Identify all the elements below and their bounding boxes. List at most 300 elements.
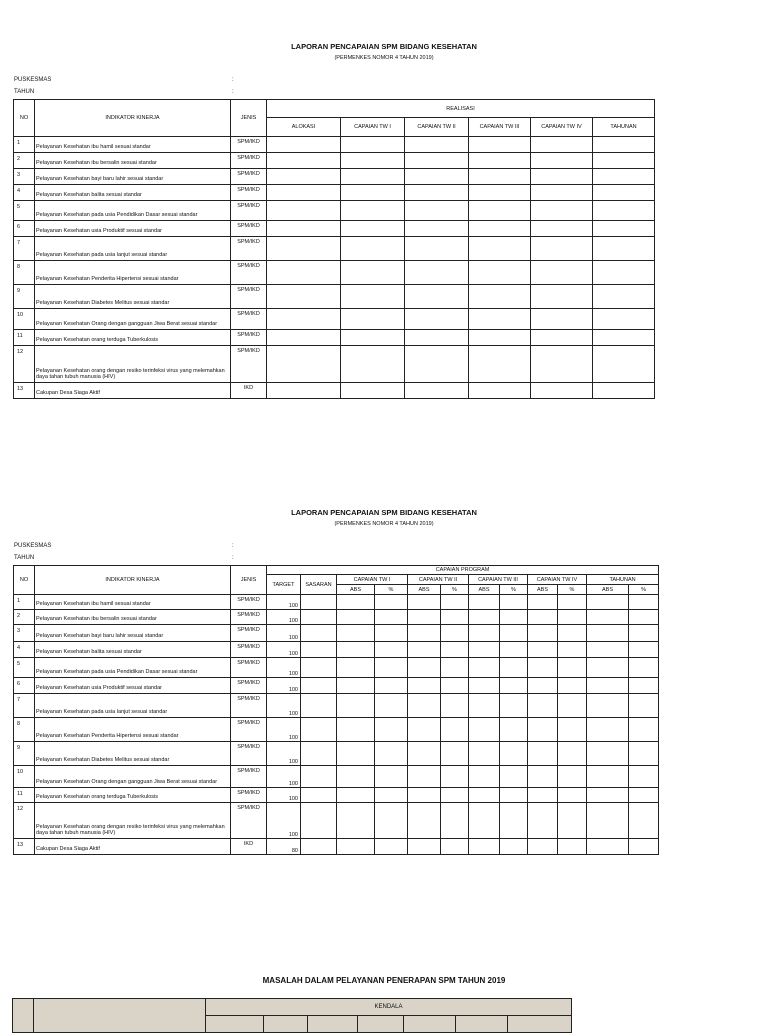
data-cell[interactable] — [500, 642, 528, 658]
data-cell[interactable] — [441, 766, 469, 788]
row-indikator: Pelayanan Kesehatan orang terduga Tuberkulosis — [35, 330, 231, 346]
data-cell[interactable] — [558, 678, 587, 694]
report3-kendala-cell — [264, 1016, 308, 1033]
table-row — [14, 201, 655, 221]
data-cell[interactable] — [558, 742, 587, 766]
data-cell[interactable] — [629, 678, 659, 694]
data-cell[interactable] — [408, 839, 441, 855]
row-indikator: Pelayanan Kesehatan usia Produktif sesuai standar — [35, 221, 231, 237]
data-cell[interactable] — [528, 694, 558, 718]
data-cell[interactable] — [301, 718, 337, 742]
row-no: 6 — [14, 678, 35, 694]
data-cell[interactable] — [441, 625, 469, 642]
data-cell[interactable] — [500, 694, 528, 718]
data-cell[interactable] — [405, 201, 469, 221]
data-cell[interactable] — [531, 330, 593, 346]
data-cell[interactable] — [375, 694, 408, 718]
data-cell[interactable] — [469, 694, 500, 718]
data-cell[interactable] — [629, 718, 659, 742]
data-cell[interactable] — [587, 839, 629, 855]
data-cell[interactable] — [558, 839, 587, 855]
data-cell[interactable] — [593, 185, 655, 201]
data-cell[interactable] — [500, 839, 528, 855]
row-target: 100 — [267, 642, 301, 658]
data-cell[interactable] — [469, 742, 500, 766]
table-row — [14, 803, 659, 839]
data-cell[interactable] — [405, 285, 469, 309]
row-indikator: Pelayanan Kesehatan bayi baru lahir sesuai standar — [35, 625, 231, 642]
data-cell[interactable] — [441, 788, 469, 803]
data-cell[interactable] — [441, 595, 469, 610]
row-no: 5 — [14, 658, 35, 678]
row-indikator: Pelayanan Kesehatan pada usia Pendidikan Dasar sesuai standar — [35, 201, 231, 221]
row-jenis: SPM/IKD — [231, 642, 267, 658]
data-cell[interactable] — [469, 383, 531, 399]
data-cell[interactable] — [587, 742, 629, 766]
table-row — [14, 237, 655, 261]
report3-kendala-cell — [508, 1016, 572, 1033]
data-cell[interactable] — [558, 625, 587, 642]
col-sasaran: SASARAN — [301, 575, 337, 595]
col-tahunan: TAHUNAN — [587, 575, 659, 585]
data-cell[interactable] — [301, 610, 337, 625]
data-cell[interactable] — [587, 642, 629, 658]
data-cell[interactable] — [405, 261, 469, 285]
row-jenis: SPM/IKD — [231, 718, 267, 742]
data-cell[interactable] — [469, 237, 531, 261]
data-cell[interactable] — [405, 137, 469, 153]
data-cell[interactable] — [469, 221, 531, 237]
data-cell[interactable] — [500, 718, 528, 742]
data-cell[interactable] — [301, 642, 337, 658]
row-jenis: SPM/IKD — [231, 169, 267, 185]
data-cell[interactable] — [341, 285, 405, 309]
data-cell[interactable] — [375, 610, 408, 625]
data-cell[interactable] — [405, 309, 469, 330]
data-cell[interactable] — [593, 221, 655, 237]
data-cell[interactable] — [337, 694, 375, 718]
data-cell[interactable] — [408, 658, 441, 678]
data-cell[interactable] — [408, 718, 441, 742]
data-cell[interactable] — [500, 788, 528, 803]
row-target: 100 — [267, 718, 301, 742]
row-target: 100 — [267, 678, 301, 694]
data-cell[interactable] — [587, 766, 629, 788]
row-no: 12 — [14, 346, 35, 383]
data-cell[interactable] — [528, 610, 558, 625]
data-cell[interactable] — [469, 642, 500, 658]
row-indikator: Pelayanan Kesehatan ibu bersalin sesuai standar — [35, 610, 231, 625]
data-cell[interactable] — [441, 742, 469, 766]
data-cell[interactable] — [469, 346, 531, 383]
data-cell[interactable] — [267, 185, 341, 201]
data-cell[interactable] — [408, 742, 441, 766]
data-cell[interactable] — [469, 309, 531, 330]
data-cell[interactable] — [337, 718, 375, 742]
data-cell[interactable] — [469, 718, 500, 742]
data-cell[interactable] — [629, 610, 659, 625]
data-cell[interactable] — [593, 261, 655, 285]
data-cell[interactable] — [587, 718, 629, 742]
data-cell[interactable] — [629, 595, 659, 610]
data-cell[interactable] — [629, 766, 659, 788]
data-cell[interactable] — [469, 137, 531, 153]
data-cell[interactable] — [593, 285, 655, 309]
row-jenis: SPM/IKD — [231, 742, 267, 766]
data-cell[interactable] — [469, 839, 500, 855]
data-cell[interactable] — [528, 718, 558, 742]
row-indikator: Pelayanan Kesehatan ibu hamil sesuai standar — [35, 137, 231, 153]
row-jenis: SPM/IKD — [231, 261, 267, 285]
data-cell[interactable] — [341, 137, 405, 153]
table-row — [14, 261, 655, 285]
data-cell[interactable] — [267, 169, 341, 185]
row-no: 4 — [14, 185, 35, 201]
data-cell[interactable] — [528, 642, 558, 658]
row-jenis: SPM/IKD — [231, 185, 267, 201]
data-cell[interactable] — [408, 642, 441, 658]
data-cell[interactable] — [469, 766, 500, 788]
table-row — [14, 642, 659, 658]
data-cell[interactable] — [375, 658, 408, 678]
data-cell[interactable] — [301, 766, 337, 788]
data-cell[interactable] — [441, 642, 469, 658]
data-cell[interactable] — [593, 169, 655, 185]
data-cell[interactable] — [629, 694, 659, 718]
data-cell[interactable] — [531, 201, 593, 221]
report2-tahun-row — [14, 555, 234, 561]
data-cell[interactable] — [267, 285, 341, 309]
row-target: 100 — [267, 694, 301, 718]
col-tw1: CAPAIAN TW I — [337, 575, 408, 585]
data-cell[interactable] — [593, 383, 655, 399]
table-row — [14, 694, 659, 718]
data-cell[interactable] — [629, 742, 659, 766]
row-no: 2 — [14, 610, 35, 625]
data-cell[interactable] — [469, 261, 531, 285]
row-jenis: SPM/IKD — [231, 137, 267, 153]
data-cell[interactable] — [531, 309, 593, 330]
data-cell[interactable] — [405, 237, 469, 261]
row-jenis: SPM/IKD — [231, 201, 267, 221]
data-cell[interactable] — [337, 803, 375, 839]
data-cell[interactable] — [587, 610, 629, 625]
row-no: 10 — [14, 766, 35, 788]
data-cell[interactable] — [337, 788, 375, 803]
table-row — [14, 330, 655, 346]
report1-title: LAPORAN PENCAPAIAN SPM BIDANG KESEHATAN — [291, 42, 477, 51]
row-target: 100 — [267, 788, 301, 803]
data-cell[interactable] — [337, 658, 375, 678]
row-no: 7 — [14, 237, 35, 261]
data-cell[interactable] — [500, 658, 528, 678]
data-cell[interactable] — [500, 625, 528, 642]
data-cell[interactable] — [629, 788, 659, 803]
row-jenis: SPM/IKD — [231, 803, 267, 839]
data-cell[interactable] — [337, 839, 375, 855]
data-cell[interactable] — [629, 803, 659, 839]
row-no: 7 — [14, 694, 35, 718]
data-cell[interactable] — [629, 642, 659, 658]
data-cell[interactable] — [301, 625, 337, 642]
data-cell[interactable] — [441, 803, 469, 839]
row-no: 10 — [14, 309, 35, 330]
row-no: 12 — [14, 803, 35, 839]
data-cell[interactable] — [441, 678, 469, 694]
row-no: 13 — [14, 383, 35, 399]
data-cell[interactable] — [469, 803, 500, 839]
data-cell[interactable] — [531, 185, 593, 201]
data-cell[interactable] — [341, 221, 405, 237]
data-cell[interactable] — [408, 694, 441, 718]
data-cell[interactable] — [267, 137, 341, 153]
data-cell[interactable] — [301, 658, 337, 678]
puskesmas-label: PUSKESMAS — [14, 77, 52, 83]
data-cell[interactable] — [593, 346, 655, 383]
data-cell[interactable] — [301, 839, 337, 855]
data-cell[interactable] — [558, 595, 587, 610]
data-cell[interactable] — [301, 742, 337, 766]
data-cell[interactable] — [341, 383, 405, 399]
data-cell[interactable] — [341, 201, 405, 221]
tahun-colon: : — [232, 89, 234, 95]
data-cell[interactable] — [341, 261, 405, 285]
col-tw3: CAPAIAN TW III — [469, 575, 528, 585]
data-cell[interactable] — [500, 742, 528, 766]
data-cell[interactable] — [587, 678, 629, 694]
data-cell[interactable] — [587, 658, 629, 678]
data-cell[interactable] — [528, 625, 558, 642]
data-cell[interactable] — [531, 346, 593, 383]
data-cell[interactable] — [558, 694, 587, 718]
row-jenis: SPM/IKD — [231, 237, 267, 261]
data-cell[interactable] — [528, 595, 558, 610]
data-cell[interactable] — [593, 330, 655, 346]
data-cell[interactable] — [405, 185, 469, 201]
data-cell[interactable] — [341, 169, 405, 185]
data-cell[interactable] — [301, 694, 337, 718]
data-cell[interactable] — [528, 658, 558, 678]
data-cell[interactable] — [587, 625, 629, 642]
data-cell[interactable] — [531, 221, 593, 237]
table-row — [14, 595, 659, 610]
row-indikator: Pelayanan Kesehatan Orang dengan gangguan Jiwa Berat sesuai standar — [35, 309, 231, 330]
data-cell[interactable] — [267, 330, 341, 346]
data-cell[interactable] — [469, 658, 500, 678]
data-cell[interactable] — [375, 788, 408, 803]
data-cell[interactable] — [441, 718, 469, 742]
data-cell[interactable] — [531, 383, 593, 399]
col-alokasi: ALOKASI — [267, 118, 341, 137]
report3-indikator-cell — [34, 999, 206, 1033]
col-abs: ABS — [408, 585, 441, 595]
col-tahunan: TAHUNAN — [593, 118, 655, 137]
data-cell[interactable] — [558, 718, 587, 742]
data-cell[interactable] — [528, 788, 558, 803]
data-cell[interactable] — [341, 153, 405, 169]
data-cell[interactable] — [267, 309, 341, 330]
data-cell[interactable] — [408, 788, 441, 803]
table-row — [14, 625, 659, 642]
data-cell[interactable] — [375, 642, 408, 658]
data-cell[interactable] — [267, 383, 341, 399]
data-cell[interactable] — [405, 153, 469, 169]
data-cell[interactable] — [558, 658, 587, 678]
data-cell[interactable] — [267, 346, 341, 383]
data-cell[interactable] — [405, 383, 469, 399]
data-cell[interactable] — [500, 610, 528, 625]
data-cell[interactable] — [531, 153, 593, 169]
data-cell[interactable] — [558, 766, 587, 788]
data-cell[interactable] — [593, 153, 655, 169]
data-cell[interactable] — [500, 595, 528, 610]
data-cell[interactable] — [375, 625, 408, 642]
data-cell[interactable] — [558, 788, 587, 803]
data-cell[interactable] — [629, 658, 659, 678]
data-cell[interactable] — [267, 221, 341, 237]
data-cell[interactable] — [593, 201, 655, 221]
data-cell[interactable] — [375, 678, 408, 694]
data-cell[interactable] — [469, 610, 500, 625]
data-cell[interactable] — [469, 678, 500, 694]
data-cell[interactable] — [405, 330, 469, 346]
col-tw2: CAPAIAN TW II — [405, 118, 469, 137]
report3-kendala-cell — [358, 1016, 404, 1033]
table-row — [14, 137, 655, 153]
data-cell[interactable] — [528, 803, 558, 839]
data-cell[interactable] — [375, 742, 408, 766]
data-cell[interactable] — [301, 803, 337, 839]
data-cell[interactable] — [441, 610, 469, 625]
data-cell[interactable] — [528, 678, 558, 694]
col-no: NO — [14, 100, 35, 137]
data-cell[interactable] — [469, 595, 500, 610]
data-cell[interactable] — [301, 595, 337, 610]
data-cell[interactable] — [337, 766, 375, 788]
tahun-label: TAHUN — [14, 89, 35, 95]
row-jenis: SPM/IKD — [231, 330, 267, 346]
data-cell[interactable] — [408, 803, 441, 839]
data-cell[interactable] — [500, 678, 528, 694]
data-cell[interactable] — [469, 153, 531, 169]
data-cell[interactable] — [593, 309, 655, 330]
row-jenis: SPM/IKD — [231, 153, 267, 169]
data-cell[interactable] — [341, 346, 405, 383]
data-cell[interactable] — [375, 595, 408, 610]
data-cell[interactable] — [629, 839, 659, 855]
row-target: 100 — [267, 742, 301, 766]
data-cell[interactable] — [405, 169, 469, 185]
data-cell[interactable] — [587, 788, 629, 803]
tahun-label: TAHUN — [14, 555, 35, 561]
table-row — [14, 383, 655, 399]
data-cell[interactable] — [469, 285, 531, 309]
data-cell[interactable] — [375, 718, 408, 742]
data-cell[interactable] — [405, 221, 469, 237]
data-cell[interactable] — [375, 766, 408, 788]
data-cell[interactable] — [469, 201, 531, 221]
data-cell[interactable] — [441, 839, 469, 855]
data-cell[interactable] — [531, 137, 593, 153]
data-cell[interactable] — [341, 309, 405, 330]
data-cell[interactable] — [408, 625, 441, 642]
data-cell[interactable] — [528, 742, 558, 766]
data-cell[interactable] — [629, 625, 659, 642]
data-cell[interactable] — [558, 642, 587, 658]
data-cell[interactable] — [337, 742, 375, 766]
data-cell[interactable] — [469, 788, 500, 803]
data-cell[interactable] — [337, 642, 375, 658]
data-cell[interactable] — [301, 788, 337, 803]
data-cell[interactable] — [587, 595, 629, 610]
row-indikator: Pelayanan Kesehatan bayi baru lahir sesuai standar — [35, 169, 231, 185]
data-cell[interactable] — [408, 595, 441, 610]
data-cell[interactable] — [267, 153, 341, 169]
data-cell[interactable] — [469, 330, 531, 346]
data-cell[interactable] — [558, 610, 587, 625]
row-no: 3 — [14, 625, 35, 642]
data-cell[interactable] — [587, 803, 629, 839]
data-cell[interactable] — [301, 678, 337, 694]
col-tw2: CAPAIAN TW II — [408, 575, 469, 585]
row-no: 5 — [14, 201, 35, 221]
data-cell[interactable] — [469, 185, 531, 201]
data-cell[interactable] — [528, 766, 558, 788]
table-row — [14, 678, 659, 694]
data-cell[interactable] — [337, 610, 375, 625]
data-cell[interactable] — [375, 839, 408, 855]
data-cell[interactable] — [337, 625, 375, 642]
data-cell[interactable] — [337, 678, 375, 694]
col-jenis: JENIS — [231, 100, 267, 137]
data-cell[interactable] — [531, 261, 593, 285]
data-cell[interactable] — [408, 766, 441, 788]
data-cell[interactable] — [408, 678, 441, 694]
data-cell[interactable] — [469, 169, 531, 185]
data-cell[interactable] — [341, 185, 405, 201]
data-cell[interactable] — [500, 766, 528, 788]
data-cell[interactable] — [469, 625, 500, 642]
data-cell[interactable] — [405, 346, 469, 383]
data-cell[interactable] — [531, 285, 593, 309]
data-cell[interactable] — [267, 237, 341, 261]
data-cell[interactable] — [375, 803, 408, 839]
data-cell[interactable] — [341, 237, 405, 261]
data-cell[interactable] — [267, 201, 341, 221]
data-cell[interactable] — [267, 261, 341, 285]
data-cell[interactable] — [500, 803, 528, 839]
data-cell[interactable] — [528, 839, 558, 855]
row-jenis: SPM/IKD — [231, 766, 267, 788]
col-target: TARGET — [267, 575, 301, 595]
col-pct: % — [500, 585, 528, 595]
data-cell[interactable] — [531, 237, 593, 261]
report2-title: LAPORAN PENCAPAIAN SPM BIDANG KESEHATAN — [291, 508, 477, 517]
data-cell[interactable] — [587, 694, 629, 718]
data-cell[interactable] — [441, 658, 469, 678]
data-cell[interactable] — [408, 610, 441, 625]
row-indikator: Pelayanan Kesehatan usia Produktif sesuai standar — [35, 678, 231, 694]
data-cell[interactable] — [341, 330, 405, 346]
data-cell[interactable] — [441, 694, 469, 718]
data-cell[interactable] — [531, 169, 593, 185]
data-cell[interactable] — [337, 595, 375, 610]
data-cell[interactable] — [593, 237, 655, 261]
data-cell[interactable] — [593, 137, 655, 153]
data-cell[interactable] — [558, 803, 587, 839]
row-jenis: IKD — [231, 839, 267, 855]
table-row — [14, 309, 655, 330]
